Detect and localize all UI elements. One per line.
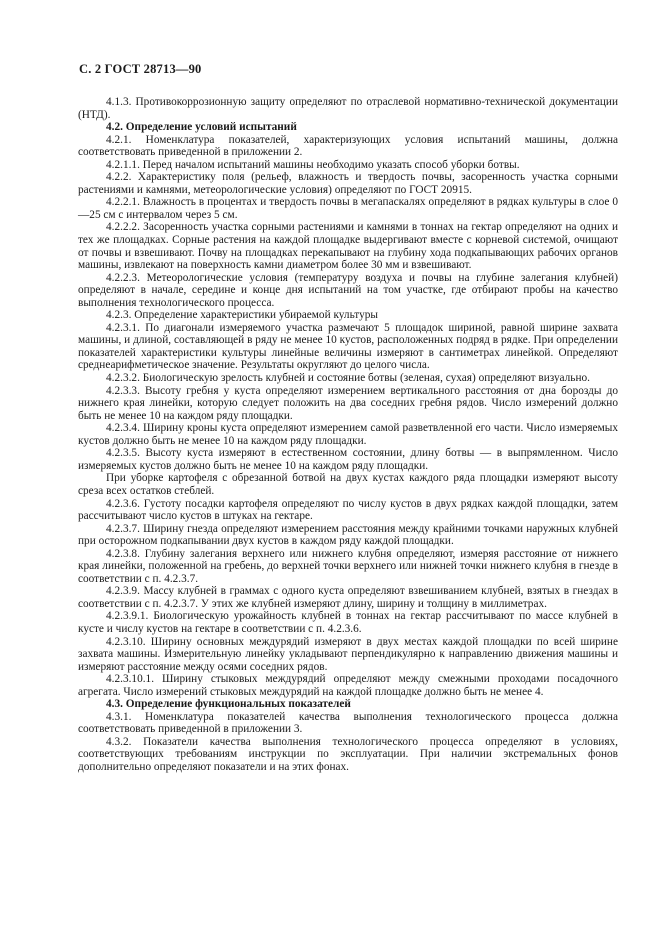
paragraph: 4.2.2.2. Засоренность участка сорными растениями и камнями в тоннах на гектар определяют на одних и тех же площадках. Сорные растения на каждой площадке выдергивают вместе с корневой системой, очищают от почвы и взвешивают. Почву на площадках перекапывают на глубину хода подкапывающих рабочих органов машины, извлекают на поверхность камни диаметром более 30 мм и взвешивают. [78,221,618,272]
paragraph: 4.2.3.1. По диагонали измеряемого участка размечают 5 площадок шириной, равной ширине захвата машины, и длиной, составляющей в ряду не менее 10 кустов, расположенных подряд в рядке. При определении показателей характеристики культуры линейные величины измеряют в сантиметрах линейкой. Определяют среднеарифметическое значение. Результаты округляют до целого числа. [78,321,618,372]
paragraph: 4.1.3. Противокоррозионную защиту определяют по отраслевой нормативно-технической документации (НТД). [78,96,618,121]
paragraph: 4.2.3. Определение характеристики убираемой культуры [106,309,378,322]
paragraph: 4.2.3.10.1. Ширину стыковых междурядий определяют между смежными проходами посадочного агрегата. Число измерений стыковых междурядий на каждой площадке должно быть не менее 4. [78,673,618,698]
paragraph: 4.2.2.1. Влажность в процентах и твердость почвы в мегапаскалях определяют в рядках культуры в слое 0—25 см с интервалом через 5 см. [78,196,618,221]
paragraph: 4.2.3.10. Ширину основных междурядий измеряют в двух местах каждой площадки по всей ширине захвата машины. Измерительную линейку укладывают перпендикулярно к направлению движения машины и измеряют расстояние между осями соседних рядов. [78,635,618,673]
paragraph: 4.2.3.4. Ширину кроны куста определяют измерением самой разветвленной его части. Число измеряемых кустов должно быть не менее 10 на каждом ряду площадки. [78,422,618,447]
paragraph: 4.2.3.6. Густоту посадки картофеля определяют по числу кустов в двух рядках каждой площадки, затем рассчитывают число кустов в штуках на гектаре. [78,497,618,523]
paragraph: 4.2.3.2. Биологическую зрелость клубней и состояние ботвы (зеленая, сухая) определяют визуально. [106,372,590,385]
page-header: С. 2 ГОСТ 28713—90 [79,62,202,76]
paragraph: 4.2.3.7. Ширину гнезда определяют измерением расстояния между крайними точками наружных клубней при осторожном подкапывании двух кустов в каждом ряду каждой площадки. [78,522,618,548]
paragraph: 4.2.3.5. Высоту куста измеряют в естественном состоянии, длину ботвы — в выпрямленном. Число измеряемых кустов должно быть не менее 10 на каждом ряду площадки. [78,447,618,472]
paragraph: 4.2.3.9. Массу клубней в граммах с одного куста определяют взвешиванием клубней, взятых в гнездах в соответствии с п. 4.2.3.7. У этих же клубней измеряют длину, ширину и толщину в миллиметрах. [78,585,618,610]
section-heading: 4.2. Определение условий испытаний [106,121,297,134]
paragraph: 4.2.1.1. Перед началом испытаний машины необходимо указать способ уборки ботвы. [106,158,520,171]
paragraph: 4.2.3.3. Высоту гребня у куста определяют измерением вертикального расстояния от дна борозды до нижнего края линейки, которую следует положить на два соседних гребня рядов. Число измерений должно быть не менее 10 на каждом ряду площадки. [78,384,618,422]
paragraph: 4.2.3.9.1. Биологическую урожайность клубней в тоннах на гектар рассчитывают по массе клубней в кусте и числу кустов на гектаре в соответствии с п. 4.2.3.6. [78,610,618,635]
paragraph: 4.3.1. Номенклатура показателей качества выполнения технологического процесса должна соответствовать приведенной в приложении 3. [78,710,618,736]
paragraph: 4.2.3.8. Глубину залегания верхнего или нижнего клубня определяют, измеряя расстояние от нижнего края линейки, положенной на гребень, до верхней точки верхнего или нижней точки нижнего клубня в гнезде в соответствии с п. 4.2.3.7. [78,547,618,585]
document-body [78,96,618,774]
paragraph: 4.2.2.3. Метеорологические условия (температуру воздуха и почвы на глубине залегания клубней) определяют в начале, середине и конце дня испытаний на том участке, где отбирают пробы на качество выполнения технологического процесса. [78,271,618,309]
paragraph: При уборке картофеля с обрезанной ботвой на двух кустах каждого ряда площадки измеряют высоту среза всех остатков стеблей. [78,472,618,497]
paragraph: 4.2.2. Характеристику поля (рельеф, влажность и твердость почвы, засоренность участка сорными растениями и камнями, метеорологические условия) определяют по ГОСТ 20915. [78,171,618,196]
paragraph: 4.2.1. Номенклатура показателей, характеризующих условия испытаний машины, должна соответствовать приведенной в приложении 2. [78,133,618,159]
section-heading: 4.3. Определение функциональных показателей [106,698,351,711]
paragraph: 4.3.2. Показатели качества выполнения технологического процесса определяют в условиях, соответствующих требованиям инструкции по эксплуатации. При наличии экстремальных фонов дополнительно определяют показатели и на этих фонах. [78,735,618,773]
